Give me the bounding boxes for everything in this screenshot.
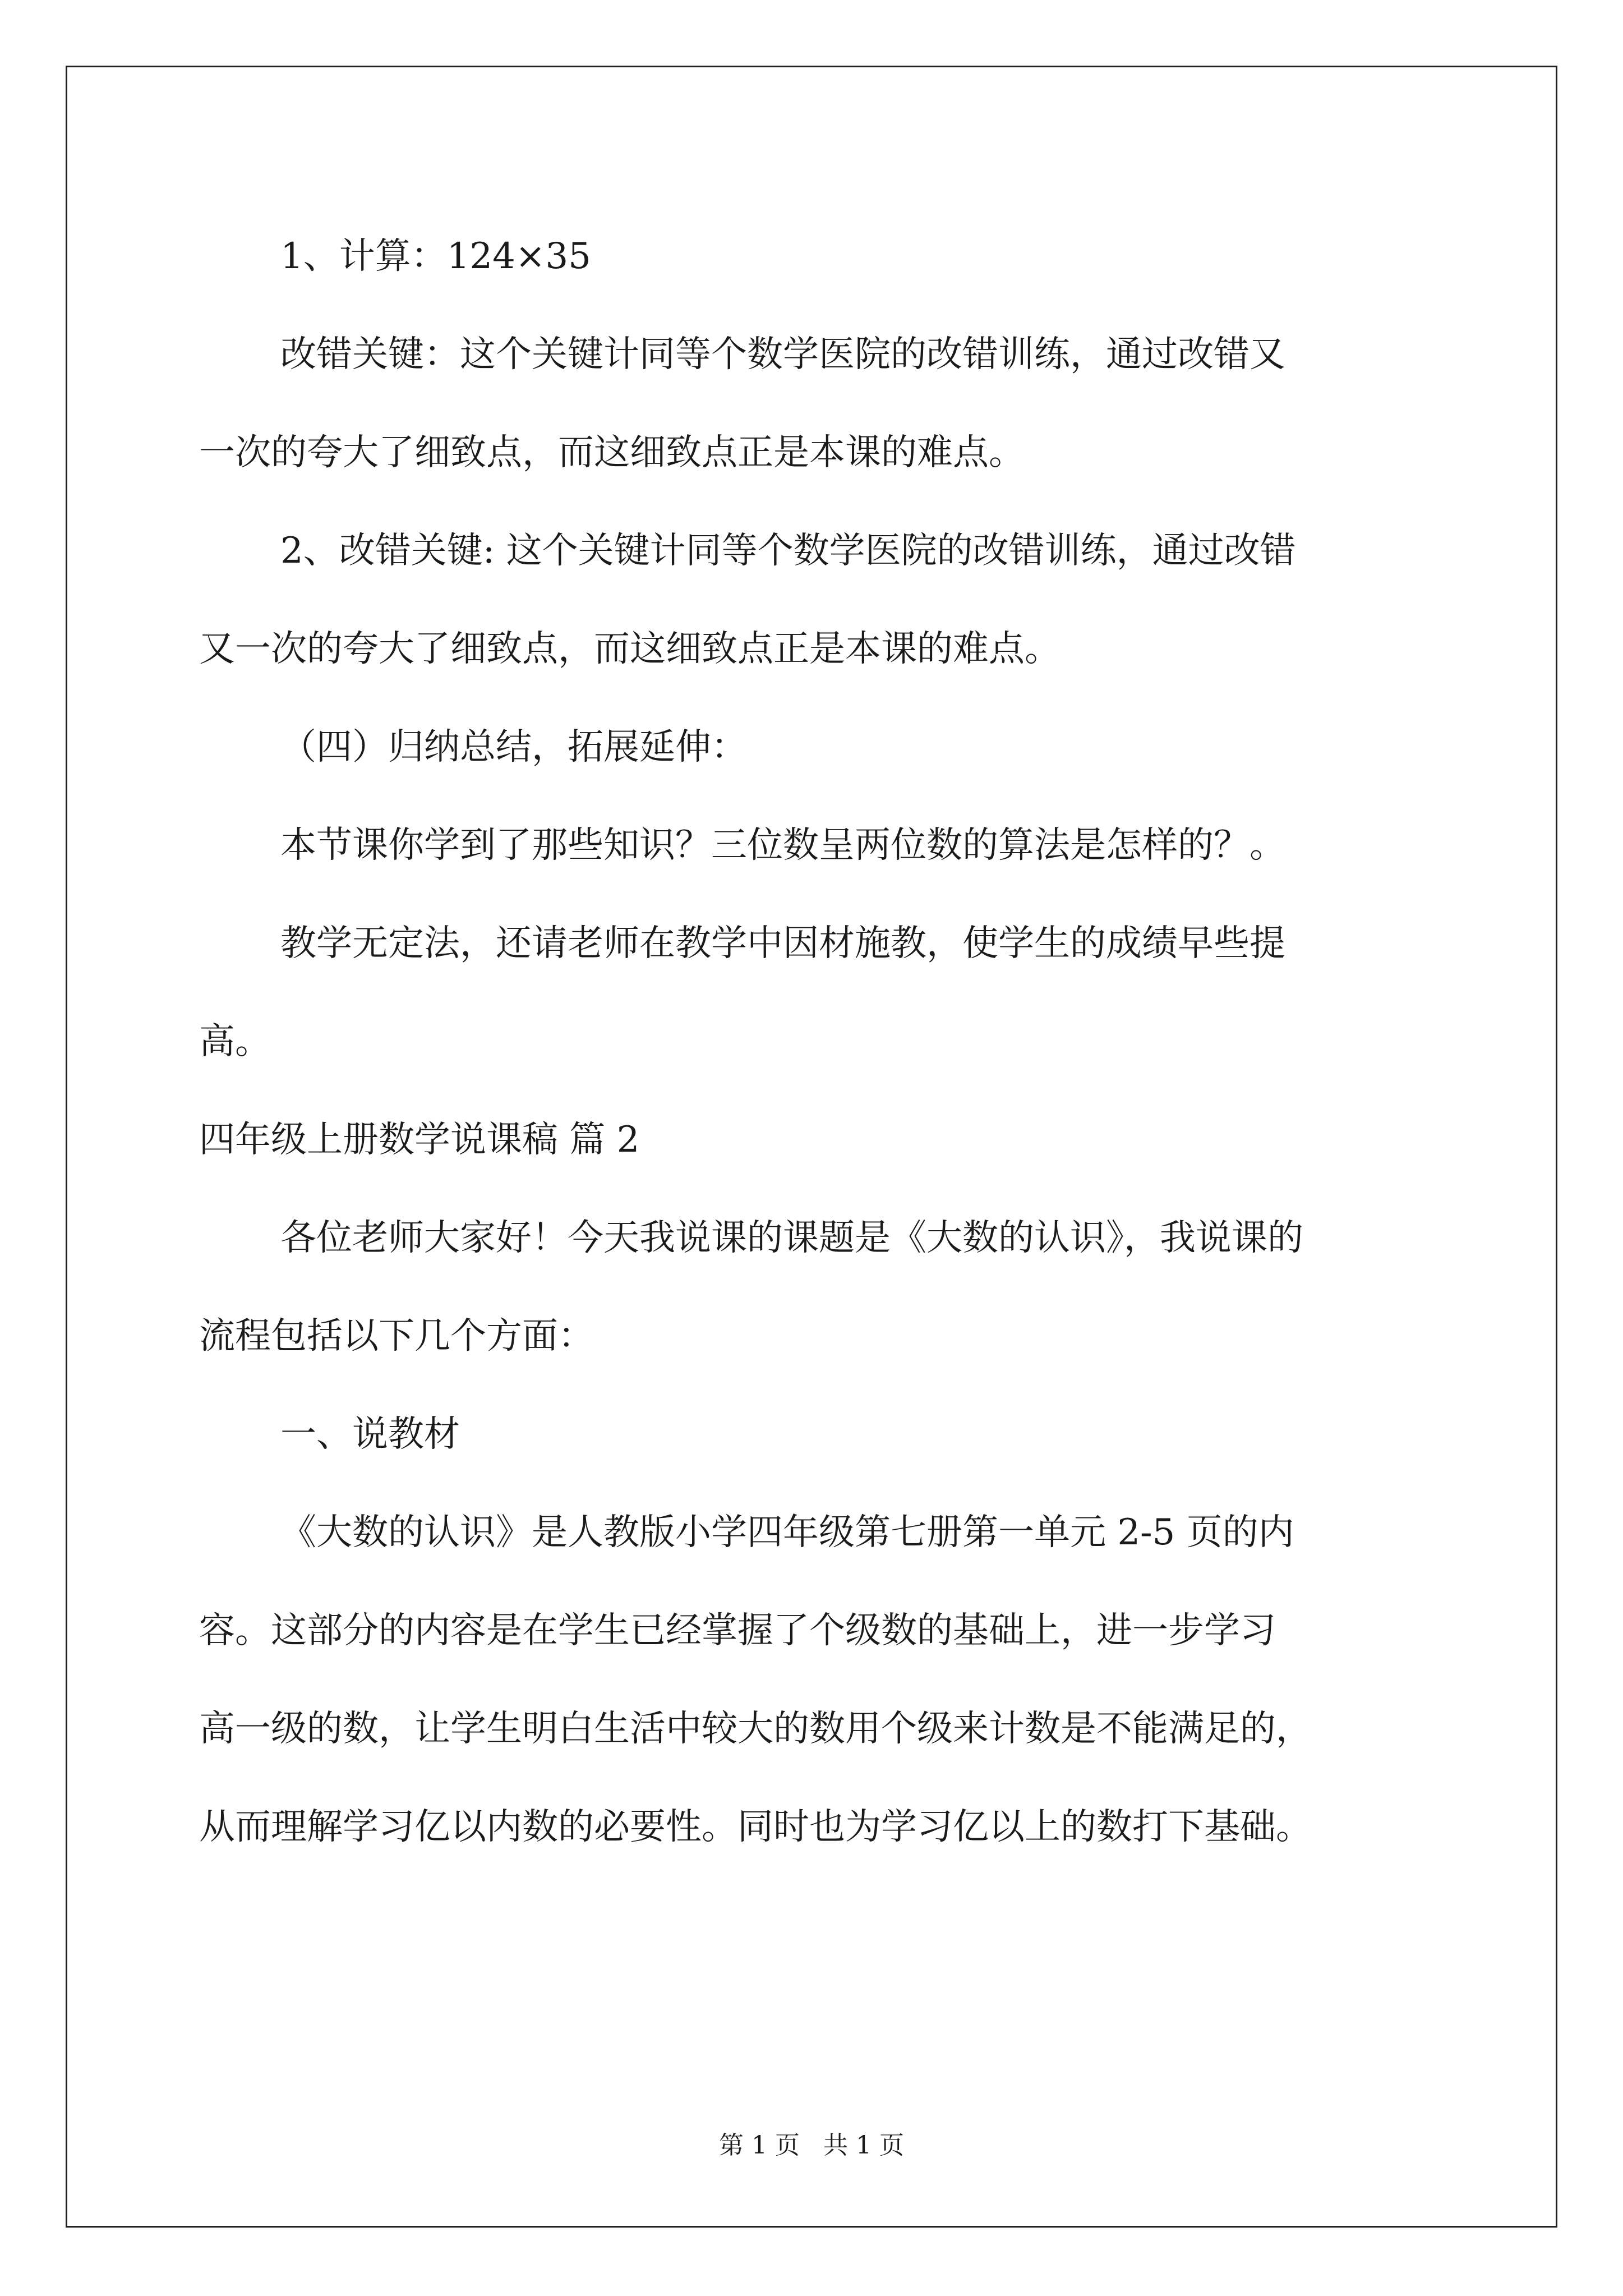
paragraph-line: 各位老师大家好！今天我说课的课题是《大数的认识》，我说课的 [280, 1217, 1303, 1259]
paragraph-line: 容。这部分的内容是在学生已经掌握了个级数的基础上，进一步学习 [199, 1610, 1276, 1651]
section-heading: （四）归纳总结，拓展延伸： [280, 726, 747, 768]
paragraph-line: 改错关键：这个关键计同等个数学医院的改错训练，通过改错又 [280, 334, 1285, 375]
paragraph-line: 《大数的认识》是人教版小学四年级第七册第一单元 2-5 页的内 [280, 1512, 1294, 1553]
paragraph-line: 2、改错关键: 这个关键计同等个数学医院的改错训练，通过改错 [280, 530, 1296, 572]
paragraph-line: 高一级的数，让学生明白生活中较大的数用个级来计数是不能满足的， [199, 1708, 1312, 1750]
page-footer: 第 1 页 共 1 页 [719, 2131, 904, 2160]
paragraph-line: 1、计算：124×35 [280, 236, 591, 277]
paragraph-line: 教学无定法，还请老师在教学中因材施教，使学生的成绩早些提 [280, 923, 1285, 964]
paragraph-line: 流程包括以下几个方面： [199, 1315, 594, 1357]
paragraph-line: 本节课你学到了那些知识？三位数呈两位数的算法是怎样的？。 [280, 825, 1285, 866]
document-title: 四年级上册数学说课稿 篇 2 [199, 1119, 640, 1161]
paragraph-line: 一次的夸大了细致点，而这细致点正是本课的难点。 [199, 432, 1025, 473]
paragraph-line: 高。 [199, 1021, 271, 1062]
paragraph-line: 又一次的夸大了细致点，而这细致点正是本课的难点。 [199, 628, 1061, 670]
section-heading: 一、说教材 [280, 1414, 460, 1455]
paragraph-line: 从而理解学习亿以内数的必要性。同时也为学习亿以上的数打下基础。 [199, 1806, 1312, 1848]
document-body [199, 208, 1433, 1876]
